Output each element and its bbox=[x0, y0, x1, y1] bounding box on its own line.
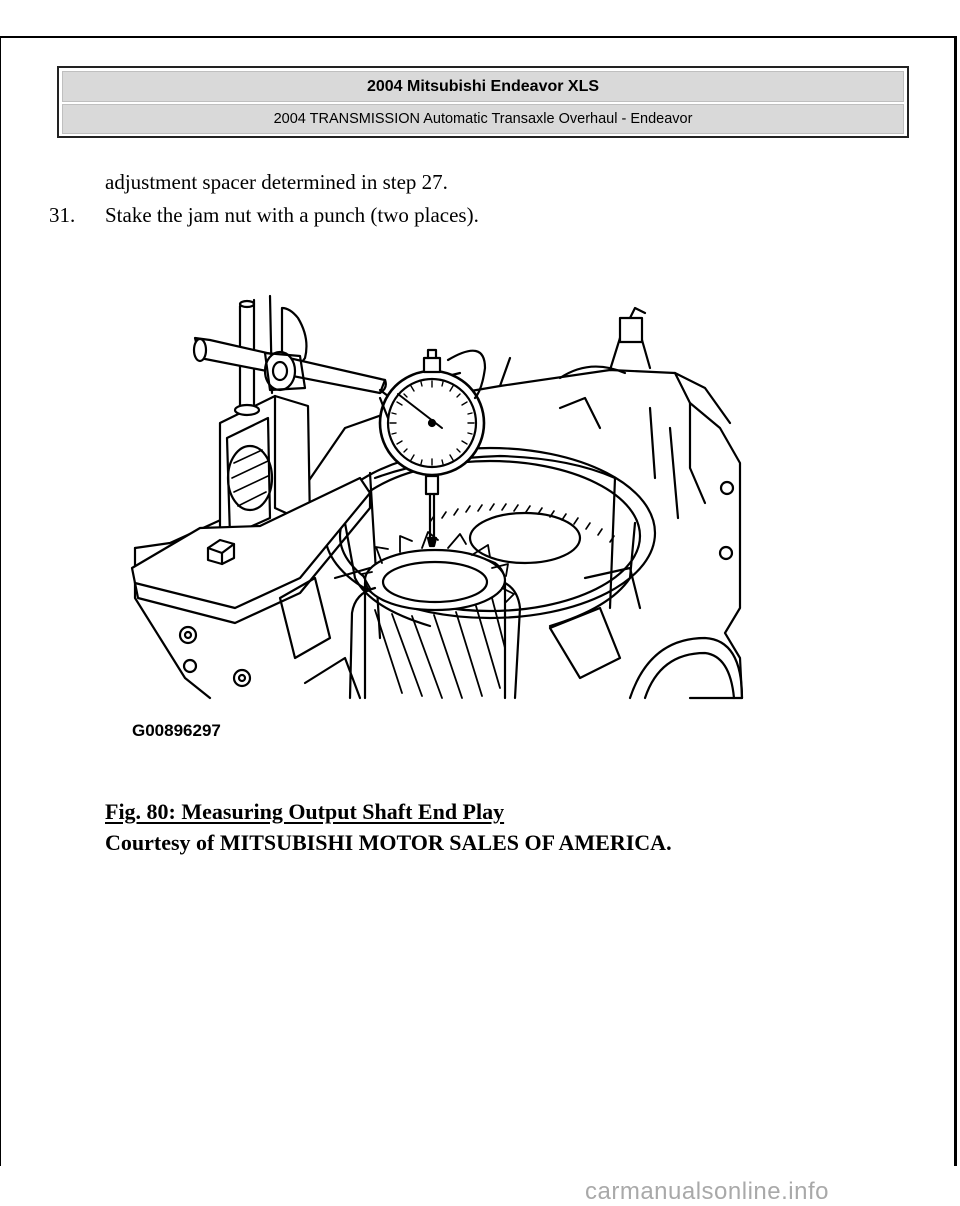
header-subtitle: 2004 TRANSMISSION Automatic Transaxle Overhaul - Endeavor bbox=[62, 104, 904, 134]
figure-caption-courtesy: Courtesy of MITSUBISHI MOTOR SALES OF AMERICA. bbox=[105, 830, 672, 855]
continuation-text: adjustment spacer determined in step 27. bbox=[105, 170, 448, 194]
step-text: Stake the jam nut with a punch (two places). bbox=[105, 203, 479, 227]
document-header bbox=[57, 66, 909, 138]
figure-caption-title[interactable]: Fig. 80: Measuring Output Shaft End Play bbox=[105, 799, 505, 824]
watermark-text: carmanualsonline.info bbox=[585, 1178, 829, 1205]
figure-graphic-code: G00896297 bbox=[132, 721, 221, 740]
step-number: 31. bbox=[49, 203, 76, 227]
header-title: 2004 Mitsubishi Endeavor XLS bbox=[62, 71, 904, 102]
figure-illustration bbox=[130, 278, 745, 748]
